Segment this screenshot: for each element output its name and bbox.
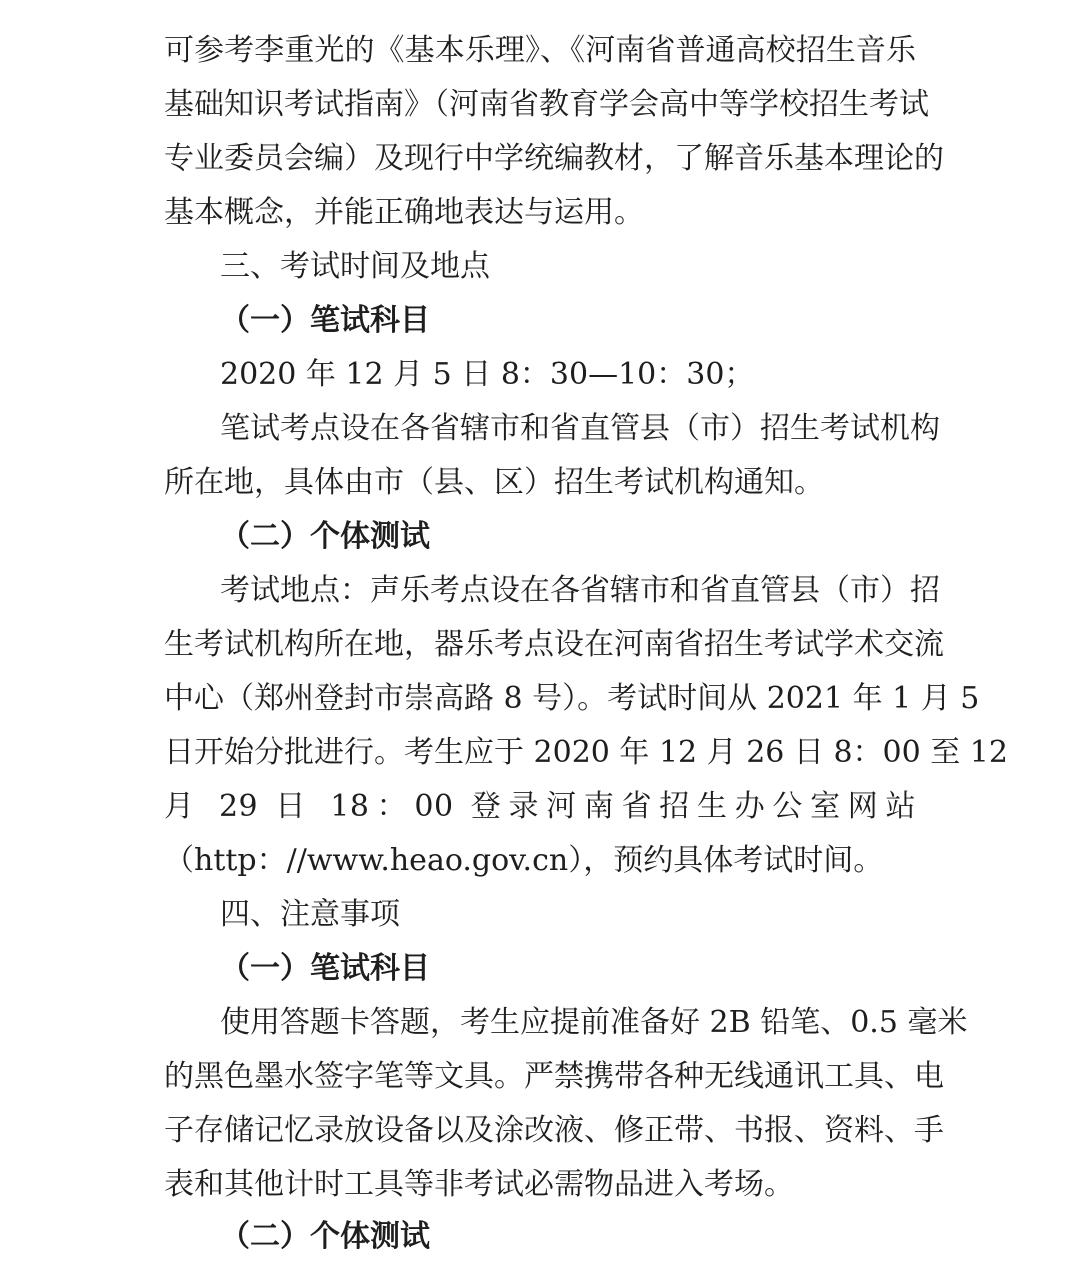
body-line: 月 29 日 18：00 登录河南省招生办公室网站 [164, 789, 916, 824]
body-line: 基本概念，并能正确地表达与运用。 [164, 195, 644, 230]
section-heading: 四、注意事项 [220, 897, 400, 932]
body-line: 可参考李重光的《基本乐理》、《河南省普通高校招生音乐 [164, 33, 916, 68]
body-line: 使用答题卡答题，考生应提前准备好 2B 铅笔、0.5 毫米 [220, 1005, 968, 1040]
section-heading: 三、考试时间及地点 [220, 249, 490, 284]
body-line: 专业委员会编）及现行中学统编教材，了解音乐基本理论的 [164, 141, 944, 176]
subsection-heading: （一）笔试科目 [220, 951, 430, 986]
subsection-heading: （二）个体测试 [220, 519, 430, 554]
body-line: 表和其他计时工具等非考试必需物品进入考场。 [164, 1167, 794, 1202]
body-line: （http：//www.heao.gov.cn），预约具体考试时间。 [164, 843, 884, 878]
body-line: 基础知识考试指南》（河南省教育学会高中等学校招生考试 [164, 87, 929, 122]
body-line: 的黑色墨水签字笔等文具。严禁携带各种无线通讯工具、电 [164, 1059, 944, 1094]
body-line: 考试地点：声乐考点设在各省辖市和省直管县（市）招 [220, 573, 940, 608]
subsection-heading: （二）个体测试 [220, 1219, 430, 1254]
body-line: 笔试考点设在各省辖市和省直管县（市）招生考试机构 [220, 411, 940, 446]
body-line: 生考试机构所在地，器乐考点设在河南省招生考试学术交流 [164, 627, 944, 662]
subsection-heading: （一）笔试科目 [220, 303, 430, 338]
body-line: 所在地，具体由市（县、区）招生考试机构通知。 [164, 465, 824, 500]
body-line: 2020 年 12 月 5 日 8：30—10：30； [220, 357, 755, 392]
body-line: 日开始分批进行。考生应于 2020 年 12 月 26 日 8：00 至 12 [164, 735, 1008, 770]
body-line: 中心（郑州登封市崇高路 8 号）。考试时间从 2021 年 1 月 5 [164, 681, 980, 716]
body-line: 子存储记忆录放设备以及涂改液、修正带、书报、资料、手 [164, 1113, 944, 1148]
